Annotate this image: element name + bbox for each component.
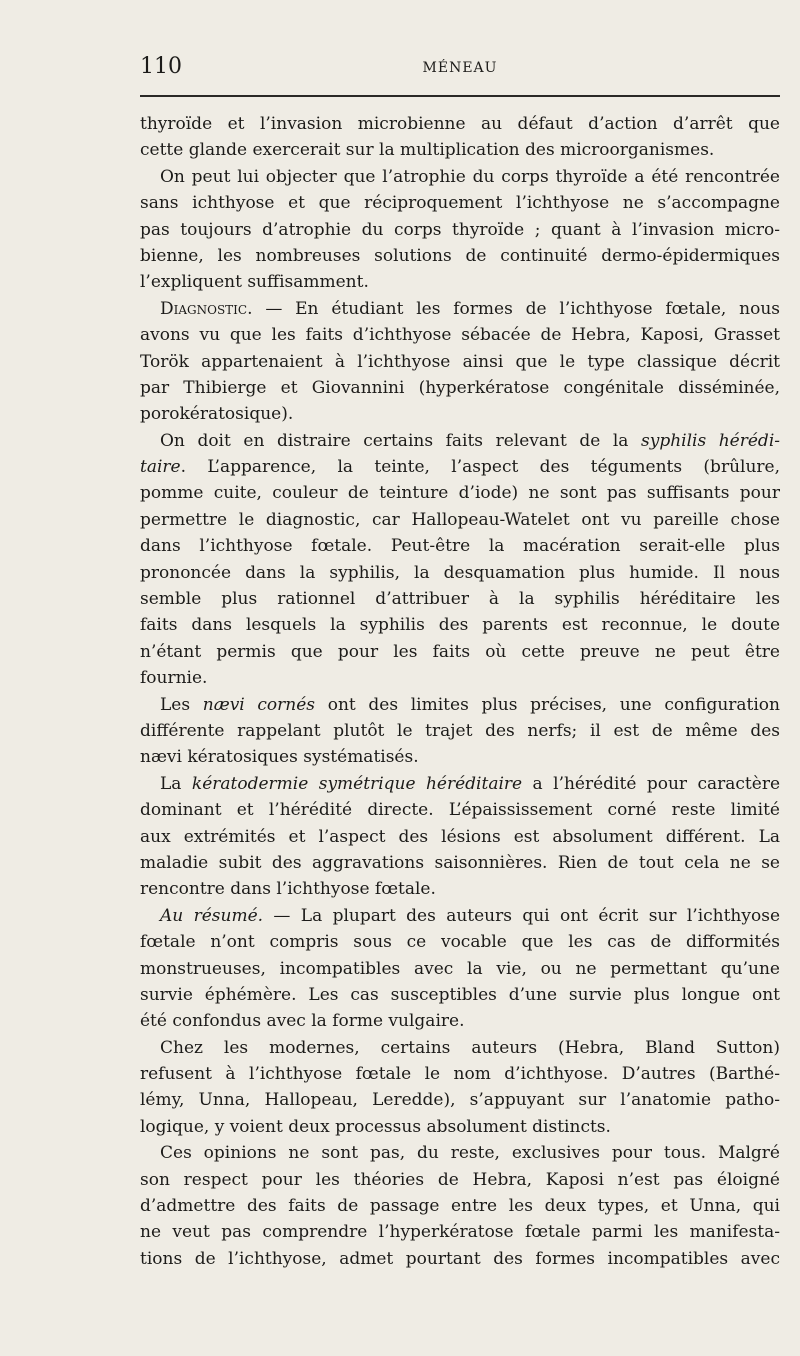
text-line [140, 665, 780, 691]
line-text: rencontre dans l’ichthyose fœtale. [140, 879, 436, 900]
text-line [140, 1193, 780, 1219]
line-text: refusent à l’ichthyose fœtale le nom d’ichthyose. D’autres (Barthé- [140, 1064, 780, 1085]
line-text: prononcée dans la syphilis, la desquamation plus humide. Il nous [140, 562, 780, 583]
line-text: ne veut pas comprendre l’hyperkératose fœtale parmi les manifesta- [140, 1222, 780, 1243]
page-header [140, 54, 780, 84]
line-text: — La plupart des auteurs qui ont écrit sur l’ichthyose [263, 905, 780, 926]
text-line [140, 1219, 780, 1245]
line-text: tions de l’ichthyose, admet pourtant des formes incompatibles avec [140, 1248, 780, 1269]
text-line [140, 903, 780, 929]
line-text: Ces opinions ne sont pas, du reste, exclusives pour tous. Malgré [160, 1143, 780, 1164]
text-line [140, 639, 780, 665]
line-text: l’expliquent suffisamment. [140, 272, 369, 293]
text-line [140, 1246, 780, 1272]
running-title: MÉNEAU [422, 60, 498, 76]
line-text: — En étudiant les formes de l’ichthyose fœtale, nous [252, 298, 780, 319]
line-text: Chez les modernes, certains auteurs (Hebra, Bland Sutton) [160, 1037, 780, 1058]
line-text: . L’apparence, la teinte, l’aspect des téguments (brûlure, [180, 457, 780, 478]
text-line [140, 322, 780, 348]
text-line [140, 1035, 780, 1061]
header-rule [140, 95, 780, 97]
text-line [140, 480, 780, 506]
line-text: fœtale n’ont compris sous ce vocable que les cas de difformités [140, 932, 780, 953]
line-text: logique, y voient deux processus absolument distincts. [140, 1116, 611, 1137]
text-line [140, 982, 780, 1008]
line-emphasis: syphilis hérédi- [640, 430, 780, 451]
line-text: a l’hérédité pour caractère [522, 773, 780, 794]
line-text: son respect pour les théories de Hebra, Kaposi n’est pas éloigné [140, 1169, 780, 1190]
text-line [140, 692, 780, 718]
line-text: permettre le diagnostic, car Hallopeau-Watelet ont vu pareille chose [140, 509, 780, 530]
line-emphasis: Les [160, 694, 203, 715]
line-text: sans ichthyose et que réciproquement l’ichthyose ne s’accompagne [140, 193, 780, 214]
page-number: 110 [140, 54, 182, 79]
line-text: On doit en distraire certains faits relevant de la [160, 430, 641, 451]
line-text: dans l’ichthyose fœtale. Peut-être la macération serait-elle plus [140, 536, 780, 557]
line-text: aux extrémités et l’aspect des lésions est absolument différent. La [140, 826, 780, 847]
text-line [140, 269, 780, 295]
text-line [140, 111, 780, 137]
text-line [140, 1087, 780, 1113]
text-line [140, 137, 780, 163]
text-line [140, 243, 780, 269]
line-text: été confondus avec la forme vulgaire. [140, 1011, 465, 1032]
line-text: On peut lui objecter que l’atrophie du corps thyroïde a été rencontrée [160, 166, 780, 187]
line-emphasis: kératodermie symétrique héréditaire [191, 773, 523, 794]
text-line [140, 586, 780, 612]
line-text: par Thibierge et Giovannini (hyperkératose congénitale disséminée, [140, 377, 780, 398]
line-text: fournie. [140, 668, 208, 689]
line-text: bienne, les nombreuses solutions de continuité dermo-épidermiques [140, 245, 780, 266]
line-text: monstrueuses, incompatibles avec la vie, ou ne permettant qu’une [140, 958, 780, 979]
text-line [140, 296, 780, 322]
text-line [140, 1167, 780, 1193]
text-line [140, 1140, 780, 1166]
text-line [140, 1114, 780, 1140]
line-text: porokératosique). [140, 404, 294, 425]
line-text: pas toujours d’atrophie du corps thyroïde ; quant à l’invasion micro- [140, 219, 780, 240]
text-line [140, 1061, 780, 1087]
line-emphasis: nævi cornés [202, 694, 316, 715]
text-line [140, 929, 780, 955]
text-line [140, 718, 780, 744]
text-line [140, 956, 780, 982]
line-text: différente rappelant plutôt le trajet des nerfs; il est de même des [140, 720, 780, 741]
text-line [140, 507, 780, 533]
text-line [140, 876, 780, 902]
body-text [140, 111, 780, 1272]
line-text: thyroïde et l’invasion microbienne au défaut d’action d’arrêt que [140, 114, 780, 134]
line-emphasis: Au résumé. [160, 905, 264, 926]
line-text: dominant et l’hérédité directe. L’épaississement corné reste limité [140, 800, 780, 821]
text-line [140, 560, 780, 586]
line-text: d’admettre des faits de passage entre les deux types, et Unna, qui [140, 1196, 780, 1217]
line-text: avons vu que les faits d’ichthyose sébacée de Hebra, Kaposi, Grasset [140, 325, 780, 346]
text-line [140, 190, 780, 216]
line-text: cette glande exercerait sur la multiplication des microorganismes. [140, 140, 715, 161]
text-line [140, 824, 780, 850]
text-line [140, 217, 780, 243]
line-text: ont des limites plus précises, une configuration [315, 694, 780, 715]
line-text: semble plus rationnel d’attribuer à la syphilis héréditaire les [140, 589, 780, 610]
line-text: lémy, Unna, Hallopeau, Leredde), s’appuyant sur l’anatomie patho- [140, 1090, 780, 1111]
text-line [140, 850, 780, 876]
text-line [140, 1008, 780, 1034]
line-text: n’étant permis que pour les faits où cette preuve ne peut être [140, 641, 780, 662]
text-line [140, 771, 780, 797]
text-line [140, 612, 780, 638]
line-text: maladie subit des aggravations saisonnières. Rien de tout cela ne se [140, 852, 780, 873]
line-text: nævi kératosiques systématisés. [140, 747, 419, 768]
text-line [140, 454, 780, 480]
line-text: survie éphémère. Les cas susceptibles d’une survie plus longue ont [140, 984, 780, 1005]
text-line [140, 401, 780, 427]
line-emphasis: Diagnostic. [160, 298, 253, 319]
text-line [140, 375, 780, 401]
line-text: Torök appartenaient à l’ichthyose ainsi que le type classique décrit [140, 351, 780, 372]
text-line [140, 349, 780, 375]
text-line [140, 797, 780, 823]
line-text: pomme cuite, couleur de teinture d’iode) ne sont pas suffisants pour [140, 483, 780, 504]
line-text: faits dans lesquels la syphilis des parents est reconnue, le doute [140, 615, 780, 636]
text-line [140, 428, 780, 454]
text-line [140, 744, 780, 770]
text-line [140, 164, 780, 190]
text-line [140, 533, 780, 559]
line-emphasis: taire [140, 457, 181, 478]
line-emphasis: La [160, 773, 192, 794]
